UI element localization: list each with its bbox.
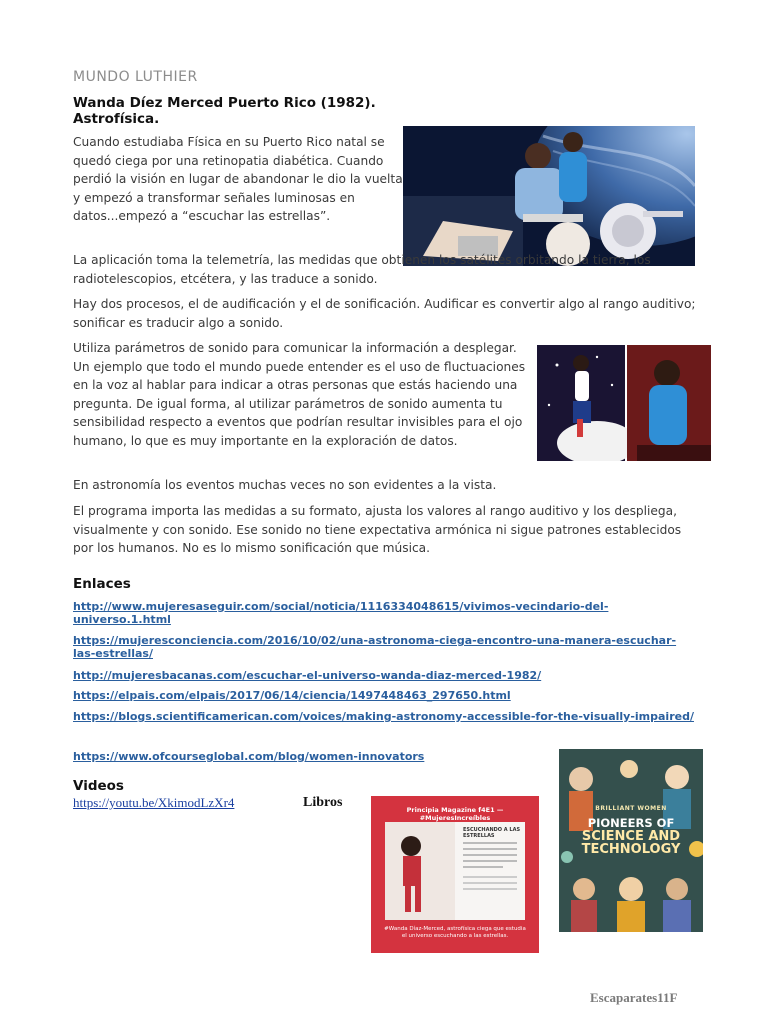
article-heading [73,95,433,127]
magazine-banner: Principia Magazine f4E1 — #MujeresIncreíbles [406,806,504,822]
pioneers-series-label: BRILLIANT WOMEN [595,805,667,812]
photo-space-collage [403,126,695,266]
video-link[interactable]: https://youtu.be/XkimodLzXr4 [73,795,235,810]
link-elpais[interactable]: https://elpais.com/elpais/2017/06/14/ciencia/1497448463_297650.html [73,689,511,702]
book-pioneers-cover [559,749,703,932]
photo-illustration-and-speaker [537,345,711,461]
link-mujeresbacanas[interactable]: http://mujeresbacanas.com/escuchar-el-universo-wanda-diaz-merced-1982/ [73,669,542,682]
paragraph-astronomy-events: En astronomía los eventos muchas veces no son evidentes a la vista. [73,478,497,492]
link-mujeresconciencia[interactable]: https://mujeresconciencia.com/2016/10/02/una-astronoma-ciega-encontro-una-manera-escuchar-las-estrellas/ [73,634,677,660]
heading-name: Wanda Díez Merced Puerto Rico (1982). [73,95,376,111]
site-title: MUNDO LUTHIER [73,69,198,85]
magazine-page-title: ESCUCHANDO A LAS ESTRELLAS [463,827,521,839]
libros-heading: Libros [303,795,343,810]
paragraph-processes: Hay dos procesos, el de audificación y el de sonificación. Audificar es convertir algo al rango auditivo; sonificar es traducir algo a sonido. [73,297,696,330]
link-scientificamerican[interactable]: https://blogs.scientificamerican.com/voices/making-astronomy-accessible-for-the-visually-impaired/ [73,710,694,723]
book-magazine-cover [371,796,539,953]
magazine-caption: #Wanda Díaz-Merced, astrofísica ciega que estudia el universo escuchando a las estrellas. [384,926,526,939]
link-ofcourseglobal[interactable]: https://www.ofcourseglobal.com/blog/women-innovators [73,750,425,763]
pioneers-title-line3: TECHNOLOGY [581,842,681,857]
links-heading: Enlaces [73,576,131,592]
link-mujeresaseguir[interactable]: http://www.mujeresaseguir.com/social/noticia/1116334048615/vivimos-vecindario-del-universo.1.html [73,600,609,626]
pioneers-title-line1: PIONEERS OF [587,816,675,830]
heading-profession: Astrofísica. [73,111,160,127]
paragraph-parameters: Utiliza parámetros de sonido para comunicar la información a desplegar. Un ejemplo que todo el mundo puede entender es el uso de fluctuaciones en la voz al hablar para indicar a otras personas que estás haciendo una pregunta. De igual forma, al utilizar parámetros de sonido aumenta tu sensibilidad respecto a eventos que podrían resultar invisibles para el ojo humano, lo que es muy importante en la exploración de datos. [73,341,526,448]
pioneers-title-line2: SCIENCE AND [581,829,681,844]
footer-credit: Escaparates11F [590,990,678,1005]
videos-heading: Videos [73,778,124,794]
pioneers-title [565,817,697,856]
paragraph-intro: Cuando estudiaba Física en su Puerto Rico natal se quedó ciega por una retinopatia diabética. Cuando perdió la visión en lugar de abandonar le dio la vuelta y empezó a transformar señales luminosas en datos...empezó a “escuchar las estrellas”. [73,135,403,224]
paragraph-program: El programa importa las medidas a su formato, ajusta los valores al rango auditivo y los despliega, visualmente y con sonido. Ese sonido no tiene expectativa armónica ni sigue patrones establecidos por los humanos. No es lo mismo sonificación que música. [73,504,682,556]
paragraph-telemetry: La aplicación toma la telemetría, las medidas que obtienen los satélites orbitando la tierra, los radiotelescopios, etcétera, y las traduce a sonido. [73,253,651,286]
